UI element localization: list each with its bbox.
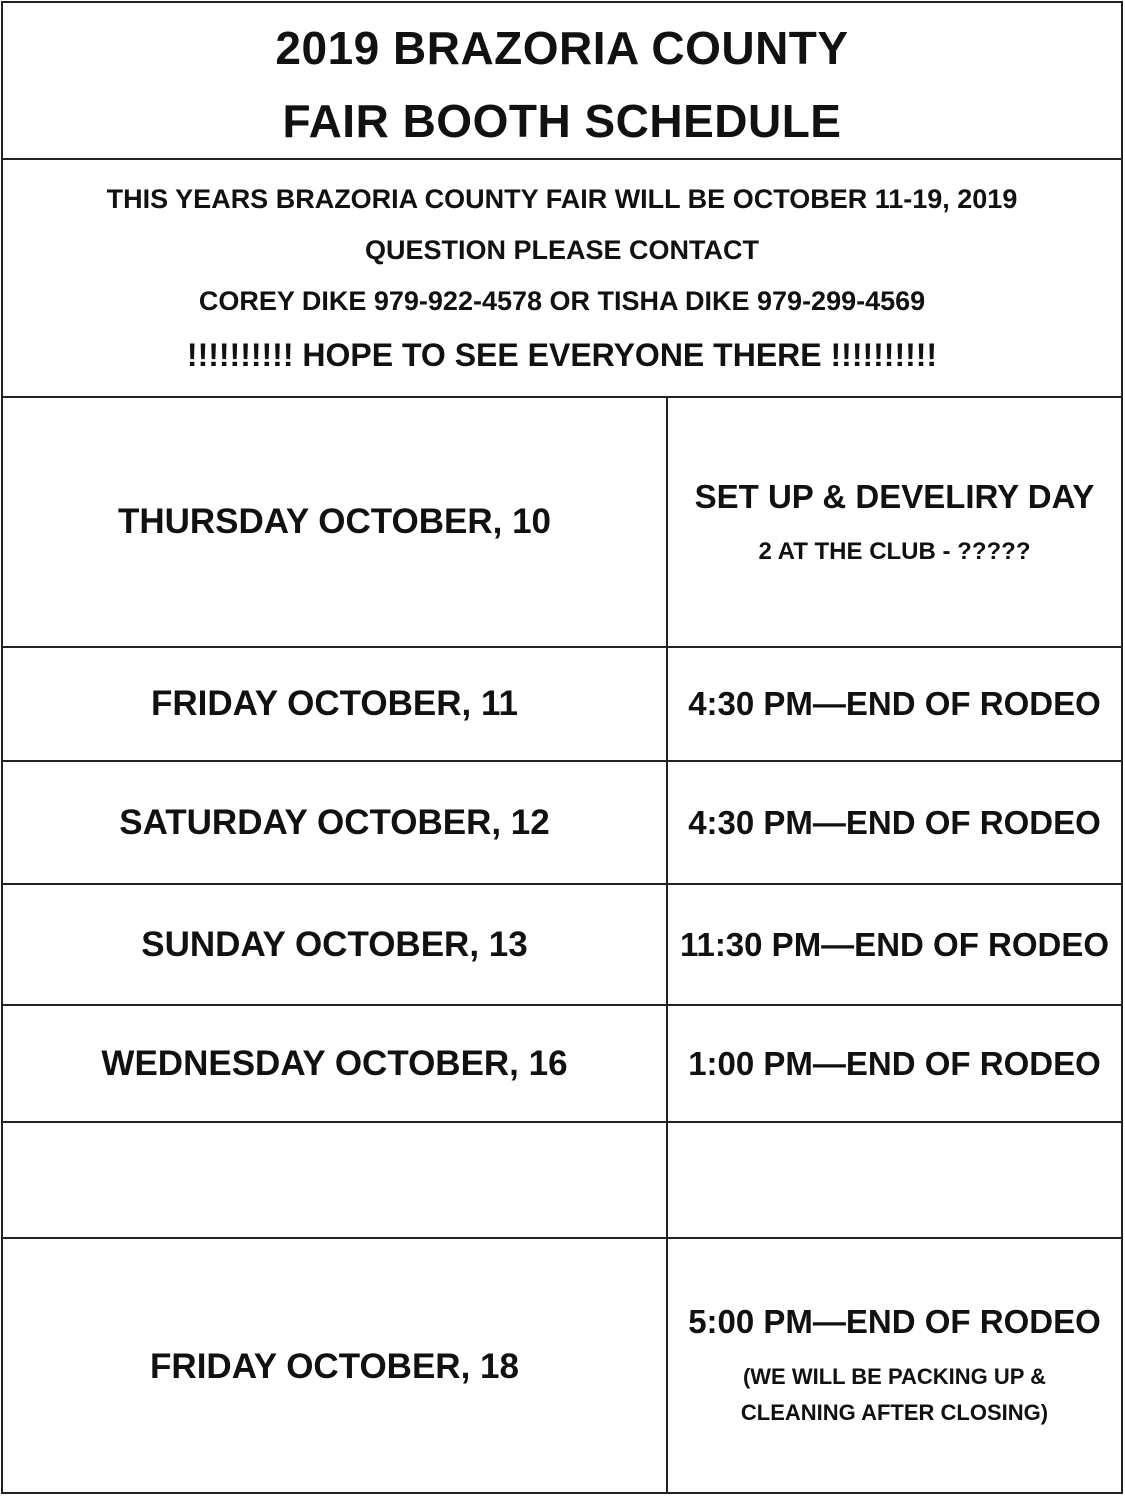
time-text: SET UP & DEVELIRY DAY	[694, 478, 1095, 515]
contact-heading: QUESTION PLEASE CONTACT	[364, 235, 760, 265]
time-cell	[668, 885, 1121, 1004]
time-cell	[668, 1239, 1121, 1494]
title-line-1: 2019 BRAZORIA COUNTY	[275, 22, 849, 74]
time-cell	[668, 1006, 1121, 1121]
day-cell: FRIDAY OCTOBER, 11	[3, 648, 668, 760]
schedule-row	[3, 648, 1121, 762]
schedule-frame	[1, 1, 1123, 1494]
schedule-row	[3, 885, 1121, 1006]
day-cell: FRIDAY OCTOBER, 18	[3, 1239, 668, 1494]
time-cell	[668, 762, 1121, 883]
schedule-row-empty	[3, 1123, 1121, 1239]
time-text: 1:00 PM—END OF RODEO	[688, 1044, 1101, 1082]
day-cell: SUNDAY OCTOBER, 13	[3, 885, 668, 1004]
schedule-row	[3, 398, 1121, 648]
title-line-2: FAIR BOOTH SCHEDULE	[282, 95, 842, 147]
schedule-row	[3, 1239, 1121, 1494]
header	[3, 3, 1121, 160]
time-cell	[668, 398, 1121, 646]
time-text: 5:00 PM—END OF RODEO	[688, 1302, 1101, 1340]
day-cell: THURSDAY OCTOBER, 10	[3, 398, 668, 646]
schedule-row	[3, 762, 1121, 885]
contact-numbers: COREY DIKE 979-922-4578 OR TISHA DIKE 979-299-4569	[198, 286, 926, 316]
time-text: 11:30 PM—END OF RODEO	[679, 925, 1110, 963]
time-cell	[668, 1123, 1121, 1237]
time-cell	[668, 648, 1121, 760]
day-cell	[3, 1123, 668, 1237]
info-block	[3, 160, 1121, 398]
time-text: 4:30 PM—END OF RODEO	[688, 685, 1101, 722]
schedule-row	[3, 1006, 1121, 1123]
time-text: 4:30 PM—END OF RODEO	[688, 803, 1101, 841]
time-note: (WE WILL BE PACKING UP & CLEANING AFTER CLOSING)	[740, 1363, 1049, 1425]
day-cell: SATURDAY OCTOBER, 12	[3, 762, 668, 883]
time-note: 2 AT THE CLUB - ?????	[758, 538, 1031, 565]
fair-dates-text: THIS YEARS BRAZORIA COUNTY FAIR WILL BE OCTOBER 11-19, 2019	[106, 184, 1018, 214]
day-cell: WEDNESDAY OCTOBER, 16	[3, 1006, 668, 1121]
closing-message: !!!!!!!!!! HOPE TO SEE EVERYONE THERE !!!!!!!!!!	[186, 337, 938, 373]
